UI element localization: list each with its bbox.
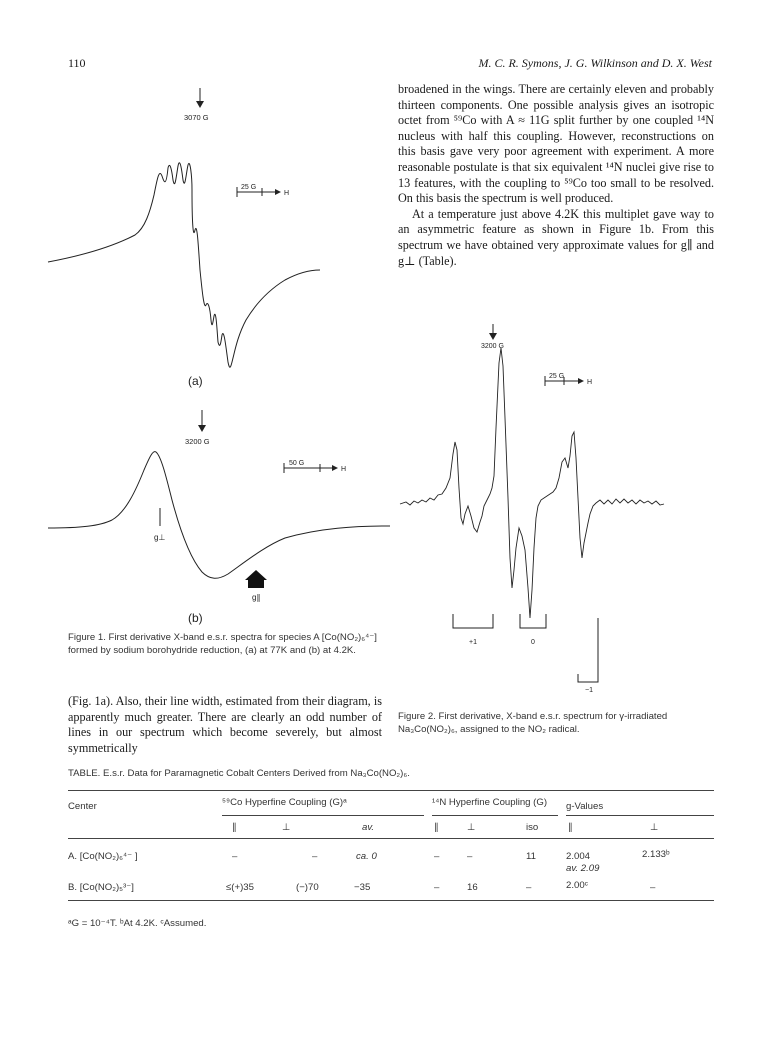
sub-n-perp: ⊥: [467, 822, 476, 833]
row-a-co-av: ca. 0: [356, 851, 377, 862]
paragraph-2: At a temperature just above 4.2K this multiplet gave way to an asymmetric feature as shown in Figure 1b. From this spectrum we have obtained very approximate values for g∥ and g⊥ (Table).: [398, 206, 714, 268]
sub-g-perp: ⊥: [650, 822, 659, 833]
row-a-g-av: av. 2.09: [566, 863, 600, 874]
field-label-3200-fig2: 3200 G: [481, 343, 504, 350]
row-b-n-perp: 16: [467, 882, 478, 893]
g-par-label: g∥: [252, 593, 261, 602]
figure-1: [40, 80, 400, 625]
row-b-n-iso: –: [526, 882, 532, 893]
g-perp-label: g⊥: [154, 533, 166, 542]
right-column-text: [398, 82, 714, 269]
h-label-b: H: [341, 466, 347, 473]
sub-n-par: ∥: [434, 822, 439, 833]
spectrum-b: [48, 452, 390, 579]
scale-label-25g: 25 G: [241, 184, 257, 191]
group-n: ¹⁴N Hyperfine Coupling (G): [432, 797, 548, 808]
row-a-g-perp: 2.133ᵇ: [642, 849, 670, 860]
scale-label-50g: 50 G: [289, 460, 305, 467]
left-column-text: (Fig. 1a). Also, their line width, estimated from their diagram, is apparently much greater. There are clearly an odd number of lines in our spectrum which become severely, but almost symmetrically: [68, 694, 382, 755]
row-b-co-par: ≤(+)35: [226, 882, 254, 893]
row-b-g-par: 2.00ᶜ: [566, 880, 589, 891]
row-b-center: B. [Co(NO₂)₅³⁻]: [68, 882, 134, 893]
col-center: Center: [68, 801, 97, 812]
sub-g-par: ∥: [568, 822, 573, 833]
row-a-g-par: 2.004: [566, 851, 591, 862]
paragraph-1: broadened in the wings. There are certainly eleven and probably thirteen components. One possible analysis gives an isotropic octet from ⁵⁹Co with A ≈ 11G split further by one coupled ¹⁴N nucleus with half this coupling. However, reconstructions on this basis gave very poor agreement with experiment. A more reasonable postulate is that six equivalent ¹⁴N nuclei give rise to 13 features, with the coupling to ⁵⁹Co too small to be resolved. On this basis the spectrum is well produced.: [398, 82, 714, 206]
scale-label-fig2: 25 G: [549, 373, 565, 380]
spectrum-fig2: [400, 348, 664, 618]
sub-co-av: av.: [362, 822, 375, 833]
figure-1b: [48, 410, 390, 625]
marker-0: 0: [531, 639, 535, 646]
marker-minus-1: −1: [585, 687, 593, 694]
spectrum-a: [48, 163, 320, 367]
page-number: 110: [68, 56, 86, 70]
row-a-n-iso: 11: [526, 851, 536, 862]
row-a-co-par: –: [232, 851, 238, 862]
figure-1a: [48, 88, 320, 388]
sub-co-perp: ⊥: [282, 822, 291, 833]
panel-label-a: (a): [188, 374, 203, 388]
table-title: TABLE. E.s.r. Data for Paramagnetic Cobalt Centers Derived from Na₃Co(NO₂)₆.: [68, 768, 410, 779]
running-head: M. C. R. Symons, J. G. Wilkinson and D. X. West: [478, 56, 712, 70]
row-a-co-perp: –: [312, 851, 318, 862]
row-b-co-av: −35: [354, 882, 371, 893]
row-a-n-par: –: [434, 851, 440, 862]
marker-plus-1: +1: [469, 639, 477, 646]
sub-n-iso: iso: [526, 822, 539, 833]
table-footnote: ᵃG = 10⁻⁴T. ᵇAt 4.2K. ᶜAssumed.: [68, 918, 207, 929]
field-label-3070: 3070 G: [184, 113, 209, 122]
group-g: g-Values: [566, 801, 604, 812]
h-label-fig2: H: [587, 379, 593, 386]
row-b-co-perp: (−)70: [296, 882, 319, 893]
panel-label-b: (b): [188, 611, 203, 625]
row-b-n-par: –: [434, 882, 440, 893]
row-b-g-perp: –: [650, 882, 656, 893]
row-a-center: A. [Co(NO₂)₆⁴⁻ ]: [68, 851, 138, 862]
field-label-3200: 3200 G: [185, 437, 210, 446]
h-label: H: [284, 190, 290, 197]
figure-2: [398, 318, 718, 698]
figure-1-caption: Figure 1. First derivative X-band e.s.r. spectra for species A [Co(NO₂)₆⁴⁻] formed by sodium borohydride reduction, (a) at 77K and (b) at 4.2K.: [68, 632, 377, 656]
group-co: ⁵⁹Co Hyperfine Coupling (G)ᵃ: [222, 797, 347, 808]
figure-2-caption: Figure 2. First derivative, X-band e.s.r. spectrum for γ-irradiated Na₃Co(NO₂)₆, assigned to the NO₂ radical.: [398, 711, 668, 735]
row-a-n-perp: –: [467, 851, 473, 862]
sub-co-par: ∥: [232, 822, 237, 833]
